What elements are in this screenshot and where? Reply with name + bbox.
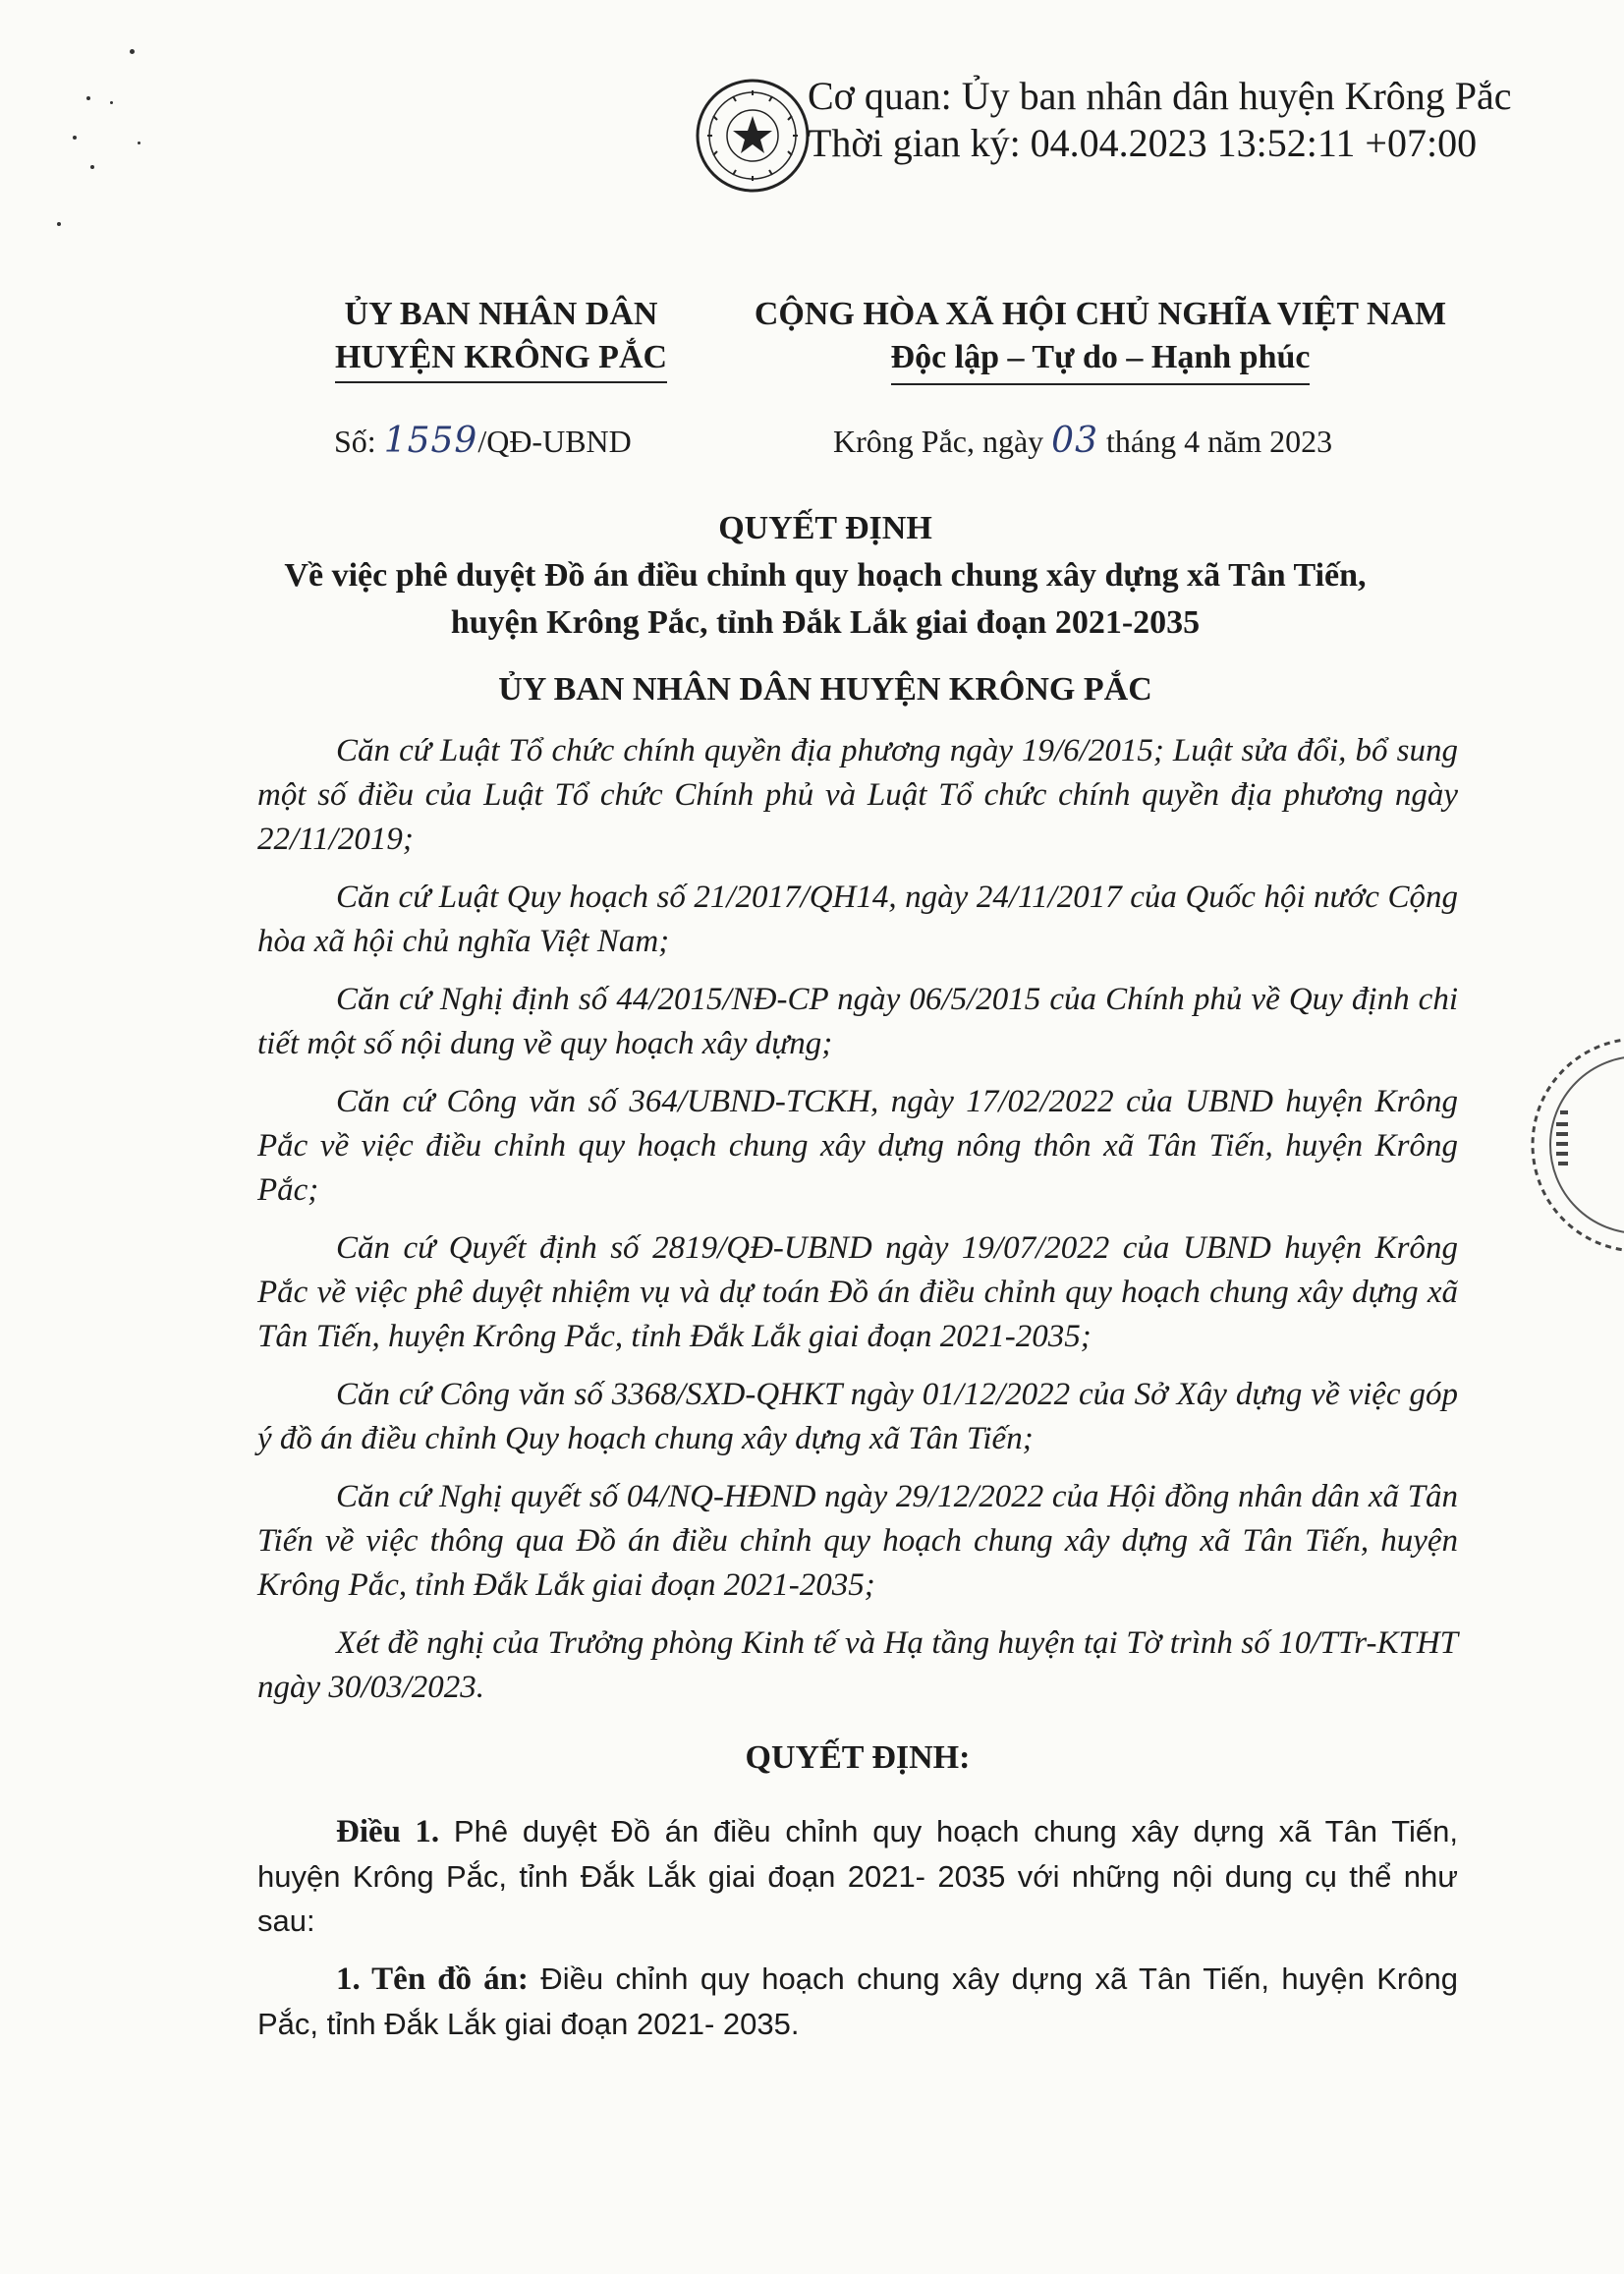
document-subject-line-2: huyện Krông Pắc, tỉnh Đắk Lắk giai đoạn 2021-2035: [450, 604, 1201, 641]
legal-basis: Căn cứ Quyết định số 2819/QĐ-UBND ngày 19/07/2022 của UBND huyện Krông Pắc về việc phê duyệt nhiệm vụ và dự toán Đồ án điều chỉnh quy hoạch chung xây dựng xã Tân Tiến, huyện Krông Pắc, tỉnh Đắk Lắk giai đoạn 2021-2035;: [257, 1230, 1458, 1354]
legal-basis: Căn cứ Công văn số 364/UBND-TCKH, ngày 17/02/2022 của UBND huyện Krông Pắc về việc điều chỉnh quy hoạch chung xây dựng nông thôn xã Tân Tiến, huyện Krông Pắc;: [257, 1084, 1458, 1208]
authority-heading: ỦY BAN NHÂN DÂN HUYỆN KRÔNG PẮC: [498, 671, 1152, 708]
digital-signature-info: [808, 73, 1512, 167]
agency-line-1: ỦY BAN NHÂN DÂN: [344, 296, 658, 332]
decision-heading: QUYẾT ĐỊNH:: [745, 1739, 971, 1776]
partial-stamp-icon: [1521, 1032, 1624, 1258]
legal-basis: Căn cứ Nghị định số 44/2015/NĐ-CP ngày 06/5/2015 của Chính phủ về Quy định chi tiết một số nội dung về quy hoạch xây dựng;: [257, 982, 1458, 1061]
signature-agency: Cơ quan: Ủy ban nhân dân huyện Krông Pắc: [808, 74, 1512, 118]
legal-basis: Căn cứ Nghị quyết số 04/NQ-HĐND ngày 29/12/2022 của Hội đồng nhân dân xã Tân Tiến về việc thông qua Đồ án điều chỉnh quy hoạch chung xây dựng xã Tân Tiến, huyện Krông Pắc, tỉnh Đắk Lắk giai đoạn 2021-2035;: [257, 1479, 1458, 1603]
handwritten-day: 03: [1051, 421, 1098, 461]
legal-basis: Căn cứ Luật Quy hoạch số 21/2017/QH14, ngày 24/11/2017 của Quốc hội nước Cộng hòa xã hội chủ nghĩa Việt Nam;: [257, 880, 1458, 959]
document-title: QUYẾT ĐỊNH: [718, 510, 932, 546]
issuing-agency: [295, 293, 707, 383]
item-1-label: 1. Tên đồ án:: [336, 1961, 529, 1997]
legal-basis: Căn cứ Công văn số 3368/SXD-QHKT ngày 01/12/2022 của Sở Xây dựng về việc góp ý đồ án điều chỉnh Quy hoạch chung xây dựng xã Tân Tiến;: [257, 1377, 1458, 1456]
document-number: Số: 1559/QĐ-UBND: [334, 421, 632, 461]
country-name: CỘNG HÒA XÃ HỘI CHỦ NGHĨA VIỆT NAM: [754, 296, 1447, 332]
document-body: [257, 729, 1458, 2060]
agency-line-2: HUYỆN KRÔNG PẮC: [335, 336, 667, 383]
signature-time: Thời gian ký: 04.04.2023 13:52:11 +07:00: [808, 121, 1478, 165]
item-1-text: Điều chỉnh quy hoạch chung xây dựng xã Tân Tiến, huyện Krông Pắc, tỉnh Đắk Lắk giai đoạn 2021- 2035.: [257, 1961, 1458, 2041]
national-motto: [747, 293, 1454, 385]
document-date: Krông Pắc, ngày 03 tháng 4 năm 2023: [833, 421, 1333, 461]
legal-basis: Xét đề nghị của Trưởng phòng Kinh tế và Hạ tầng huyện tại Tờ trình số 10/TTr-KTHT ngày 30/03/2023.: [257, 1625, 1458, 1705]
article-1: [257, 1809, 1458, 1943]
document-subject-line-1: Về việc phê duyệt Đồ án điều chỉnh quy hoạch chung xây dựng xã Tân Tiến,: [284, 557, 1367, 594]
article-1-text: Phê duyệt Đồ án điều chỉnh quy hoạch chung xây dựng xã Tân Tiến, huyện Krông Pắc, tỉnh Đắk Lắk giai đoạn 2021- 2035 với những nội dung cụ thể như sau:: [257, 1814, 1459, 1938]
official-seal-icon: [694, 77, 812, 195]
item-1: [257, 1957, 1458, 2046]
article-1-label: Điều 1.: [336, 1814, 440, 1849]
legal-basis: Căn cứ Luật Tổ chức chính quyền địa phương ngày 19/6/2015; Luật sửa đổi, bổ sung một số điều của Luật Tổ chức Chính phủ và Luật Tổ chức chính quyền địa phương ngày 22/11/2019;: [257, 733, 1458, 857]
motto-line: Độc lập – Tự do – Hạnh phúc: [891, 336, 1311, 385]
handwritten-number: 1559: [383, 421, 478, 461]
